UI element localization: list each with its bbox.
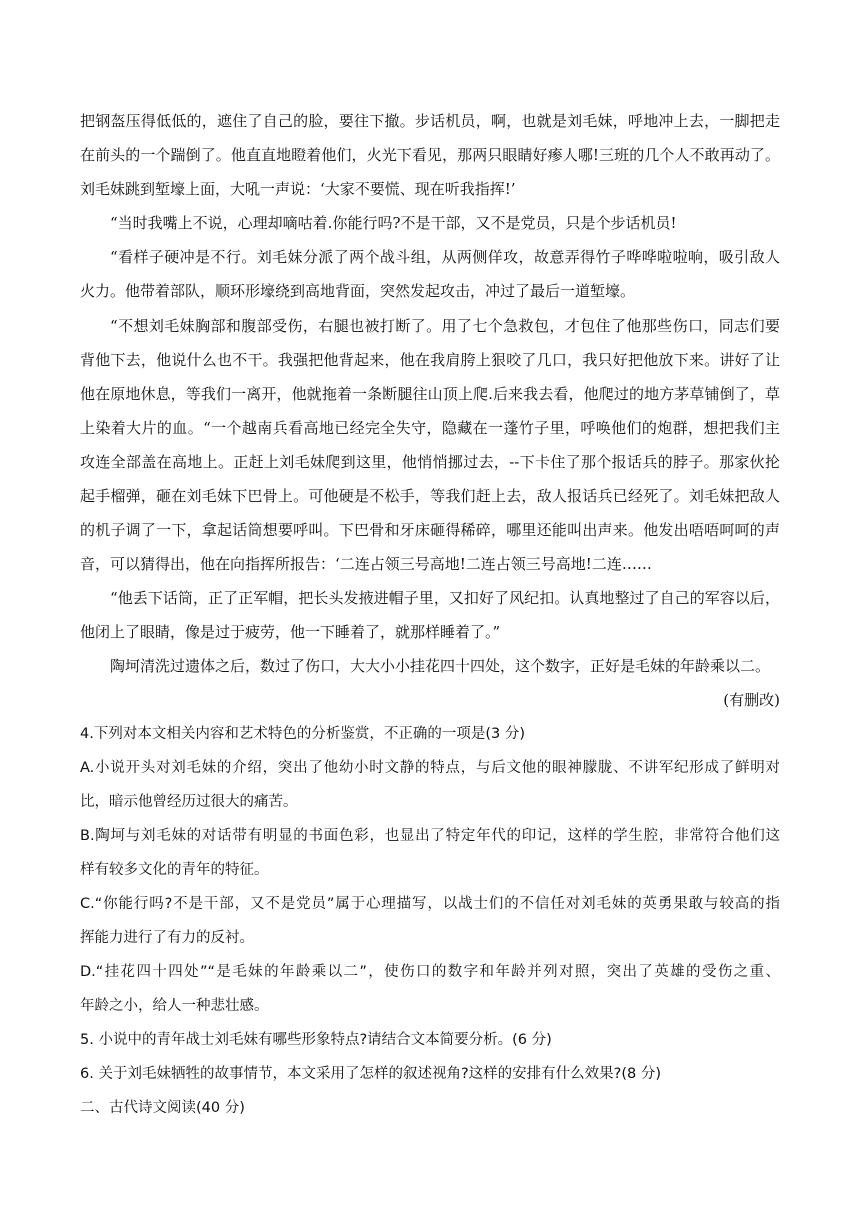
- story-line: 他在原地休息，等我们一离开，他就拖着一条断腿往山顶上爬.后来我去看，他爬过的地方茅草铺倒了，草: [80, 385, 780, 403]
- story-line: 的机子调了一下，拿起话筒想要呼叫。下巴骨和牙床砸得稀碎，哪里还能叫出声来。他发出唔唔呵呵的声: [80, 521, 780, 539]
- story-line: 背他下去，他说什么也不干。我强把他背起来，他在我肩胯上狠咬了几口，我只好把他放下来。讲好了让: [80, 351, 780, 369]
- story-line: 上染着大片的血。“一个越南兵看高地已经完全失守，隐藏在一蓬竹子里，呼唤他们的炮群，想把我们主: [80, 419, 780, 437]
- story-line: “当时我嘴上不说，心理却嘀咕着.你能行吗?不是干部，又不是党员，只是个步话机员!: [110, 214, 677, 232]
- question-4: 4.下列对本文相关内容和艺术特色的分析鉴赏，不正确的一项是(3 分): [80, 726, 525, 742]
- story-line: 起手榴弹，砸在刘毛妹下巴骨上。可他硬是不松手，等我们赶上去，敌人报话兵已经死了。刘毛妹把敌人: [80, 487, 780, 505]
- story-line: 攻连全部盖在高地上。正赶上刘毛妹爬到这里，他悄悄挪过去，--下卡住了那个报话兵的脖子。那家伙抡: [80, 453, 780, 471]
- option-b: B.陶坷与刘毛妹的对话带有明显的书面色彩，也显出了特定年代的印记，这样的学生腔，非常符合他们这: [80, 828, 780, 844]
- source-note: (有删改): [723, 691, 780, 709]
- option-a: A.小说开头对刘毛妹的介绍，突出了他幼小时文静的特点，与后文他的眼神朦胧、不讲军纪形成了鲜明对: [80, 760, 780, 776]
- option-c-cont: 挥能力进行了有力的反衬。: [80, 930, 254, 946]
- story-line: 陶坷清洗过遗体之后，数过了伤口，大大小小挂花四十四处，这个数字，正好是毛妹的年龄乘以二。: [110, 657, 771, 675]
- story-line: 把钢盔压得低低的，遮住了自己的脸，要往下撤。步话机员，啊，也就是刘毛妹，呼地冲上去，一脚把走: [80, 112, 780, 130]
- question-6: 6. 关于刘毛妹牺牲的故事情节，本文采用了怎样的叙述视角?这样的安排有什么效果?(8 分): [80, 1066, 661, 1082]
- story-line: 在前头的一个踹倒了。他直直地瞪着他们，火光下看见，那两只眼睛好瘆人哪!三班的几个人不敢再动了。: [80, 146, 780, 164]
- option-b-cont: 样有较多文化的青年的特征。: [80, 862, 269, 878]
- question-5: 5. 小说中的青年战士刘毛妹有哪些形象特点?请结合文本简要分析。(6 分): [80, 1032, 552, 1048]
- story-line: 火力。他带着部队，顺环形壕绕到高地背面，突然发起攻击，冲过了最后一道堑壕。: [80, 282, 636, 300]
- story-line: 音，可以猜得出，他在向指挥所报告：‘二连占领三号高地!二连占领三号高地!二连……: [80, 555, 652, 573]
- story-line: 他闭上了眼睛，像是过于疲劳，他一下睡着了，就那样睡着了。”: [80, 623, 501, 641]
- story-line: 刘毛妹跳到堑壕上面，大吼一声说：‘大家不要慌、现在听我指挥!’: [80, 180, 516, 198]
- option-d: D.“挂花四十四处”“是毛妹的年龄乘以二”，使伤口的数字和年龄并列对照，突出了英雄的受伤之重、: [80, 964, 780, 980]
- story-line: “看样子硬冲是不行。刘毛妹分派了两个战斗组，从两侧佯攻，故意弄得竹子哗哗啦啦响，吸引敌人: [110, 248, 780, 266]
- section-heading: 二、古代诗文阅读(40 分): [80, 1100, 245, 1116]
- story-line: “不想刘毛妹胸部和腹部受伤，右腿也被打断了。用了七个急救包，才包住了他那些伤口，同志们要: [110, 317, 780, 335]
- option-c: C.“你能行吗?不是干部，又不是党员”属于心理描写，以战士们的不信任对刘毛妹的英勇果敢与较高的指: [80, 896, 780, 912]
- option-d-cont: 年龄之小，给人一种悲壮感。: [80, 998, 269, 1014]
- option-a-cont: 比，暗示他曾经历过很大的痛苦。: [80, 794, 298, 810]
- story-line: “他丢下话筒，正了正军帽，把长头发掖进帽子里，又扣好了风纪扣。认真地整过了自己的军容以后，: [110, 589, 780, 607]
